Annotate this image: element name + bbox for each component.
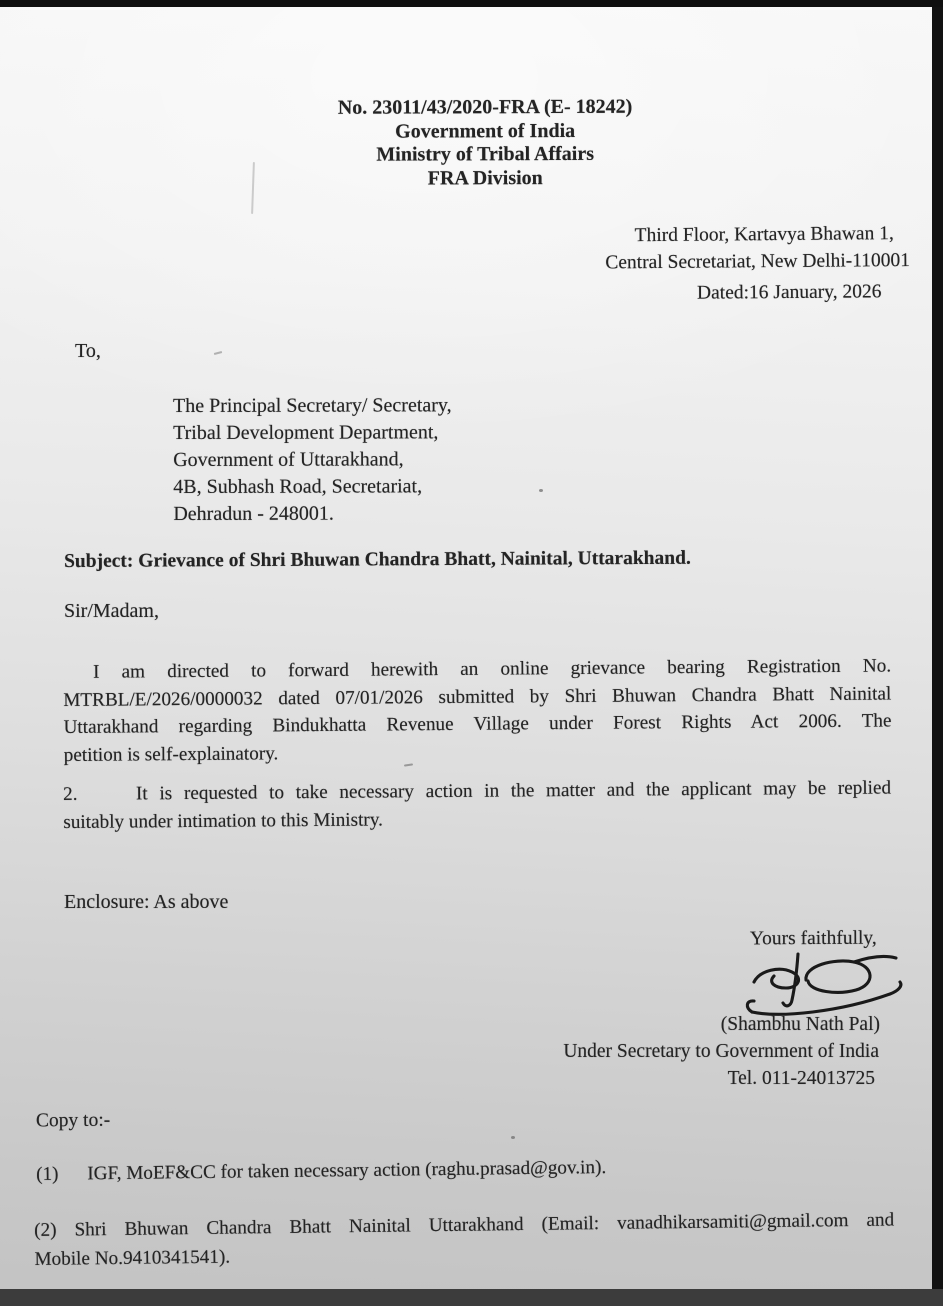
recipient-address: The Principal Secretary/ Secretary, Tribal Development Department, Government of Uttarakhand, 4B, Subhash Road, Secretariat, Dehradun - 248001.	[173, 394, 452, 525]
closing-phrase: Yours faithfully,	[750, 927, 878, 950]
signature-scribble-icon	[740, 948, 910, 1023]
body-paragraph-1: I am directed to forward herewith an online grievance bearing Registration No. MTRBL/E/2026/0000032 dated 07/01/2026 submitted by Shri Bhuwan Chandra Bhatt Nainital Uttarakhand regarding Bindukhatta Revenue Village under Forest Rights Act 2006. The petition is self-explainatory.	[63, 655, 892, 766]
photo-top-bar	[0, 0, 943, 7]
subject-line: Subject: Grievance of Shri Bhuwan Chandra Bhatt, Nainital, Uttarakhand.	[64, 547, 691, 572]
signature	[740, 948, 910, 1023]
enclosure-note: Enclosure: As above	[64, 891, 229, 913]
sender-address: Third Floor, Kartavya Bhawan 1, Central Secretariat, New Delhi-110001	[605, 223, 911, 273]
org-division: FRA Division	[427, 166, 543, 190]
org-ministry: Ministry of Tribal Affairs	[376, 143, 595, 166]
photo-right-bar	[932, 0, 943, 1306]
photo-bottom-bar	[0, 1289, 943, 1306]
org-country: Government of India	[395, 119, 576, 143]
signatory-name: (Shambhu Nath Pal)	[720, 1014, 880, 1035]
scan-artifact-dot	[511, 1136, 515, 1139]
signatory-title: Under Secretary to Government of India	[563, 1041, 879, 1062]
reference-number: No. 23011/43/2020-FRA (E- 18242)	[337, 95, 633, 119]
letter-date: Dated:16 January, 2026	[696, 281, 882, 304]
scan-artifact-line	[251, 162, 255, 214]
copy-item-2: (2) Shri Bhuwan Chandra Bhatt Nainital Uttarakhand (Email: vanadhikarsamiti@gmail.com and Mobile No.9410341541).	[34, 1209, 895, 1270]
copy-to-heading: Copy to:-	[35, 1109, 111, 1132]
salutation: Sir/Madam,	[64, 600, 159, 622]
scan-artifact-dash	[214, 351, 222, 355]
letterhead	[270, 95, 700, 191]
copy-item-1: (1) IGF, MoEF&CC for taken necessary action (raghu.prasad@gov.in).	[36, 1157, 607, 1185]
to-label: To,	[75, 340, 101, 362]
body-paragraph-2: 2. It is requested to take necessary action in the matter and the applicant may be replied suitably under intimation to this Ministry.	[63, 777, 892, 833]
signatory-phone: Tel. 011-24013725	[727, 1068, 875, 1089]
scan-artifact-dot	[539, 489, 543, 492]
